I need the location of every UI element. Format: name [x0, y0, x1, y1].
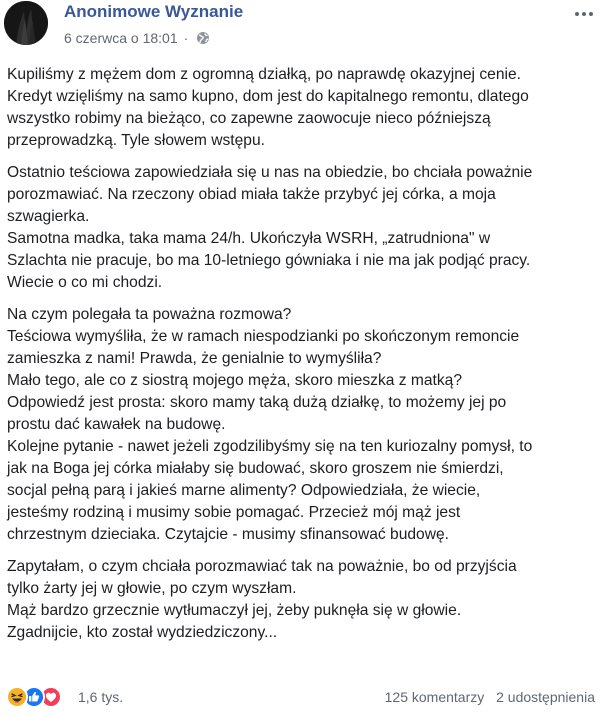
post-line: Mało tego, ale co z siostrą mojego męża, skoro mieszka z matką? — [7, 372, 463, 389]
post-paragraph — [7, 162, 597, 294]
post-line: Odpowiedź jest prosta: skoro mamy taką dużą działkę, to możemy jej po — [7, 394, 507, 411]
more-options-icon[interactable] — [574, 6, 594, 16]
comments-count-link[interactable]: 125 komentarzy — [384, 689, 485, 705]
post-line: Mąż bardzo grzecznie wytłumaczył jej, żeby puknęła się w głowie. — [7, 602, 462, 619]
avatar-image — [4, 1, 48, 45]
post-line: przeprowadzką. Tyle słowem wstępu. — [7, 132, 265, 149]
post-meta — [64, 30, 210, 46]
post-line: tylko żarty jej w głowie, po czym wyszłam. — [7, 580, 297, 597]
post-line: chrzestnym dzieciaka. Czytajcie - musimy sfinansować budowę. — [7, 526, 449, 543]
reaction-count[interactable]: 1,6 tys. — [78, 689, 124, 705]
post-body — [7, 64, 597, 654]
post-line: Teściowa wymyśliła, że w ramach niespodzianki po skończonym remoncie — [7, 328, 520, 345]
post-line: Kupiliśmy z mężem dom z ogromną działką, po naprawdę okazyjnej cenie. — [7, 66, 521, 83]
post-line: Kolejne pytanie - nawet jeżeli zgodzilibyśmy się na ten kuriozalny pomysł, to — [7, 438, 533, 455]
post-timestamp[interactable]: 6 czerwca o 18:01 — [64, 30, 178, 46]
post-line: Zgadnijcie, kto został wydziedziczony... — [7, 624, 278, 641]
reactions-summary[interactable] — [6, 686, 57, 708]
post-line: Szlachta nie pracuje, bo ma 10-letniego gówniaka i nie ma jak podjąć pracy. — [7, 252, 531, 269]
post-line: jak na Boga jej córka miałaby się budować, skoro groszem nie śmierdzi, — [7, 460, 504, 477]
post-line: zamieszka z nami! Prawda, że genialnie to wymyśliła? — [7, 350, 382, 367]
post-line: porozmawiać. Na rzeczony obiad miała także przybyć jej córka, a moja — [7, 186, 496, 203]
post-paragraph — [7, 556, 597, 644]
post-footer — [0, 685, 600, 711]
post-line: szwagierka. — [7, 208, 90, 225]
post-line: wszystko robimy na bieżąco, co zapewne zaowocuje nieco późniejszą — [7, 110, 491, 127]
post-line: Zapytałam, o czym chciała porozmawiać tak na poważnie, bo od przyjścia — [7, 558, 517, 575]
post-line: jesteśmy rodziną i musimy sobie pomagać. Przecież mój mąż jest — [7, 504, 461, 521]
post-line: socjal pełną parą i jakieś marne alimenty? Odpowiedziała, że wiecie, — [7, 482, 481, 499]
page-name-link[interactable]: Anonimowe Wyznanie — [64, 2, 244, 21]
post-line: Samotna madka, taka mama 24/h. Ukończyła WSRH, „zatrudniona" w — [7, 230, 491, 247]
post-line: Kredyt wzięliśmy na samo kupno, dom jest do kapitalnego remontu, dlatego — [7, 88, 529, 105]
post-paragraph — [7, 64, 597, 152]
post-line: Na czym polegała ta poważna rozmowa? — [7, 306, 292, 323]
post-line: Ostatnio teściowa zapowiedziała się u nas na obiedzie, bo chciała poważnie — [7, 164, 533, 181]
shares-count-link[interactable]: 2 udostępnienia — [496, 689, 595, 705]
post-line: Wiecie o co mi chodzi. — [7, 274, 163, 291]
post-line: prostu dać kawałek na budowę. — [7, 416, 226, 433]
globe-icon[interactable] — [196, 31, 210, 45]
post-header — [0, 0, 600, 54]
meta-separator: · — [183, 30, 189, 46]
post-paragraph — [7, 304, 597, 546]
haha-icon — [6, 686, 28, 708]
engagement-counts — [385, 689, 595, 705]
page-avatar[interactable] — [4, 1, 48, 45]
